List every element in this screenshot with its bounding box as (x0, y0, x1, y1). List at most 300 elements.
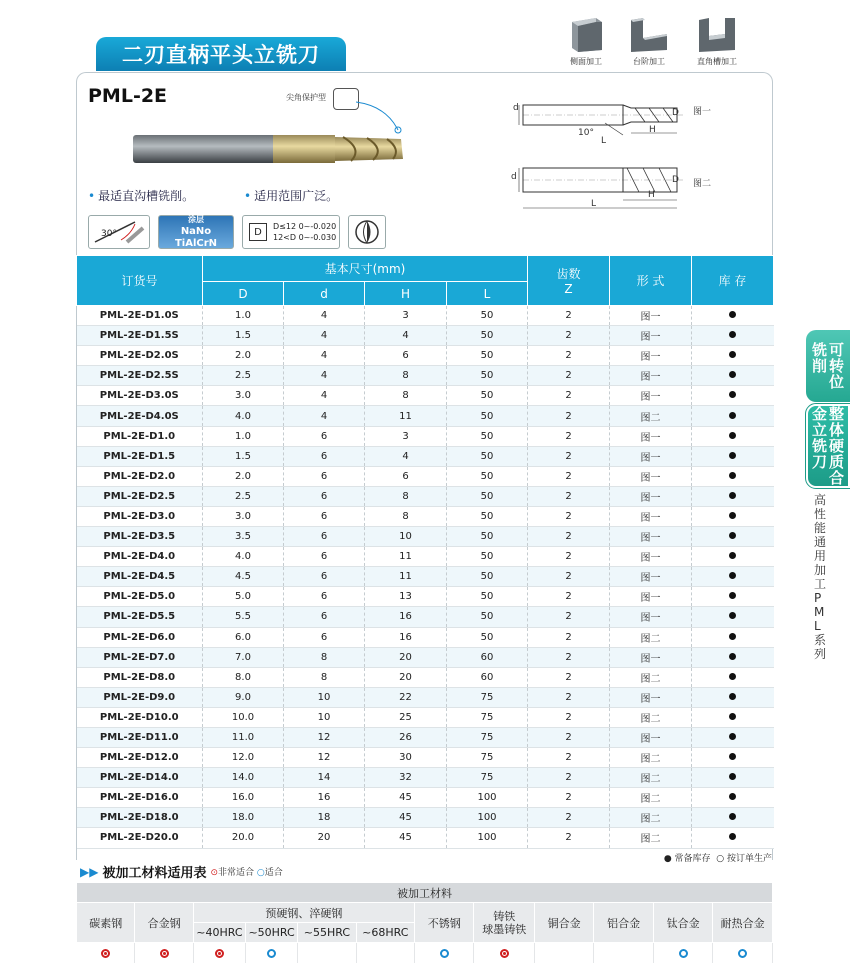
table-cell: 50 (447, 607, 528, 627)
table-cell: 3.0 (203, 386, 284, 406)
feature-item: • 适用范围广泛。 (244, 189, 339, 203)
table-row (77, 426, 774, 446)
table-cell: 2.5 (203, 366, 284, 386)
material-mark-cell (135, 943, 193, 963)
table-cell: 图一 (610, 466, 692, 486)
stock-cell (692, 406, 774, 426)
table-cell: 2.0 (203, 346, 284, 366)
process-slot-milling: 直角槽加工 (687, 16, 747, 67)
materials-table (76, 882, 773, 963)
table-cell: PML-2E-D3.5 (77, 527, 203, 547)
mat-col: 合金钢 (135, 903, 193, 943)
col-order-no: 订货号 (77, 256, 203, 306)
helix-angle-icon (91, 218, 147, 246)
mat-col: 不锈钢 (415, 903, 474, 943)
table-cell: 6 (284, 466, 365, 486)
table-cell: 2 (528, 587, 610, 607)
table-cell: 图一 (610, 506, 692, 526)
table-row (77, 627, 774, 647)
table-cell: 图一 (610, 386, 692, 406)
table-cell: 图一 (610, 426, 692, 446)
table-cell: 2 (528, 788, 610, 808)
table-cell: 100 (447, 788, 528, 808)
stock-cell (692, 527, 774, 547)
table-cell: 图二 (610, 768, 692, 788)
table-cell: PML-2E-D3.0 (77, 506, 203, 526)
table-cell: 2 (528, 707, 610, 727)
material-mark-cell (713, 943, 773, 963)
very-suitable-icon (101, 949, 110, 958)
table-cell: 8 (284, 667, 365, 687)
stock-dot-icon (729, 572, 736, 579)
table-cell: 6 (284, 446, 365, 466)
stock-cell (692, 748, 774, 768)
table-cell: 14.0 (203, 768, 284, 788)
table-row (77, 828, 774, 848)
table-cell: 50 (447, 627, 528, 647)
stock-cell (692, 667, 774, 687)
table-cell: PML-2E-D9.0 (77, 687, 203, 707)
coating-badge: 涂层 NaNo TiAlCrN (158, 215, 234, 249)
table-cell: 图一 (610, 306, 692, 326)
table-cell: 16.0 (203, 788, 284, 808)
stock-dot-icon (729, 693, 736, 700)
stock-dot-icon (729, 452, 736, 459)
table-cell: 图一 (610, 607, 692, 627)
table-cell: 2.5 (203, 486, 284, 506)
table-cell: 4.0 (203, 406, 284, 426)
material-mark-cell (77, 943, 135, 963)
table-row (77, 386, 774, 406)
stock-cell (692, 707, 774, 727)
stock-dot-icon (729, 472, 736, 479)
table-cell: 4 (284, 366, 365, 386)
spec-table (76, 255, 774, 849)
stock-legend: ● 常备库存 ○ 按订单生产 (663, 854, 772, 864)
table-cell: 4.0 (203, 547, 284, 567)
stock-dot-icon (729, 673, 736, 680)
stock-cell (692, 808, 774, 828)
table-cell: PML-2E-D1.5 (77, 446, 203, 466)
table-cell: 60 (447, 647, 528, 667)
table-cell: 图一 (610, 527, 692, 547)
page-title: 二刃直柄平头立铣刀 (96, 37, 346, 71)
tab-indexable-milling[interactable]: 铣削 可转位 (806, 330, 850, 402)
table-row (77, 748, 774, 768)
table-cell: 14 (284, 768, 365, 788)
suitable-icon (738, 949, 747, 958)
table-cell: PML-2E-D1.5S (77, 326, 203, 346)
table-cell: 6 (284, 587, 365, 607)
mat-col: 碳素钢 (77, 903, 135, 943)
table-row (77, 587, 774, 607)
table-row (77, 326, 774, 346)
table-cell: 图一 (610, 446, 692, 466)
table-cell: 6 (284, 486, 365, 506)
stock-dot-icon (729, 552, 736, 559)
double-arrow-icon: ▶▶ (80, 864, 99, 879)
table-cell: 45 (365, 788, 447, 808)
table-cell: 图一 (610, 587, 692, 607)
stock-dot-icon (729, 391, 736, 398)
stock-cell (692, 647, 774, 667)
table-row (77, 567, 774, 587)
stock-cell (692, 366, 774, 386)
stock-cell (692, 627, 774, 647)
table-cell: 8 (284, 647, 365, 667)
table-cell: PML-2E-D1.0 (77, 426, 203, 446)
mat-col: ~50HRC (246, 923, 298, 943)
table-cell: 图一 (610, 567, 692, 587)
stock-dot-icon (729, 813, 736, 820)
table-cell: PML-2E-D4.0 (77, 547, 203, 567)
very-suitable-icon (160, 949, 169, 958)
table-cell: PML-2E-D12.0 (77, 748, 203, 768)
table-row (77, 366, 774, 386)
materials-section-title: ▶▶ 被加工材料适用表 ⊙非常适合 ○适合 (80, 864, 283, 881)
table-row (77, 707, 774, 727)
table-cell: PML-2E-D20.0 (77, 828, 203, 848)
stock-cell (692, 587, 774, 607)
table-cell: 图二 (610, 627, 692, 647)
table-cell: 22 (365, 687, 447, 707)
table-cell: PML-2E-D14.0 (77, 768, 203, 788)
table-cell: 图二 (610, 707, 692, 727)
table-cell: PML-2E-D2.0 (77, 466, 203, 486)
table-cell: PML-2E-D1.0S (77, 306, 203, 326)
table-cell: 50 (447, 466, 528, 486)
mat-col: ~40HRC (193, 923, 245, 943)
table-cell: 11 (365, 567, 447, 587)
table-cell: 50 (447, 567, 528, 587)
feature-item: • 最适直沟槽铣削。 (88, 189, 195, 203)
stock-dot-icon (729, 371, 736, 378)
mat-col: 铜合金 (534, 903, 593, 943)
table-cell: 20 (365, 667, 447, 687)
table-cell: 13 (365, 587, 447, 607)
table-row (77, 466, 774, 486)
table-cell: 25 (365, 707, 447, 727)
table-cell: 75 (447, 707, 528, 727)
table-row (77, 306, 774, 326)
table-row (77, 788, 774, 808)
table-cell: 11.0 (203, 727, 284, 747)
table-cell: 50 (447, 306, 528, 326)
table-cell: 4.5 (203, 567, 284, 587)
slot-milling-icon (697, 16, 737, 54)
mat-col: 钛合金 (653, 903, 712, 943)
stock-cell (692, 326, 774, 346)
stock-dot-icon (729, 512, 736, 519)
table-cell: PML-2E-D6.0 (77, 627, 203, 647)
table-cell: 2 (528, 727, 610, 747)
table-cell: 3 (365, 426, 447, 446)
suitable-icon (267, 949, 276, 958)
table-cell: 50 (447, 446, 528, 466)
table-cell: 图一 (610, 687, 692, 707)
table-cell: 50 (447, 346, 528, 366)
table-cell: 2 (528, 748, 610, 768)
table-cell: 11 (365, 406, 447, 426)
table-cell: 2 (528, 326, 610, 346)
table-row (77, 687, 774, 707)
table-cell: PML-2E-D10.0 (77, 707, 203, 727)
stock-cell (692, 727, 774, 747)
stock-cell (692, 687, 774, 707)
stock-cell (692, 346, 774, 366)
table-cell: 50 (447, 527, 528, 547)
stock-cell (692, 788, 774, 808)
stock-cell (692, 386, 774, 406)
table-cell: 16 (284, 788, 365, 808)
col-D: D (203, 282, 284, 306)
table-row (77, 506, 774, 526)
table-cell: 2 (528, 386, 610, 406)
table-cell: PML-2E-D2.5 (77, 486, 203, 506)
table-cell: 2 (528, 506, 610, 526)
table-cell: 4 (365, 446, 447, 466)
table-cell: 16 (365, 627, 447, 647)
table-cell: 50 (447, 547, 528, 567)
table-row (77, 727, 774, 747)
stock-cell (692, 768, 774, 788)
table-cell: 图二 (610, 406, 692, 426)
table-cell: 100 (447, 828, 528, 848)
stock-dot-icon (729, 753, 736, 760)
helix-angle-badge: 30° (88, 215, 150, 249)
col-H: H (365, 282, 447, 306)
table-cell: 10 (284, 687, 365, 707)
table-cell: 2 (528, 527, 610, 547)
table-cell: 50 (447, 506, 528, 526)
table-cell: 50 (447, 406, 528, 426)
table-cell: PML-2E-D3.0S (77, 386, 203, 406)
stock-dot-icon (729, 653, 736, 660)
table-row (77, 446, 774, 466)
mat-col: ~55HRC (298, 923, 356, 943)
spec-badges (88, 215, 386, 249)
table-cell: 6 (284, 547, 365, 567)
table-cell: 图二 (610, 667, 692, 687)
table-cell: PML-2E-D2.0S (77, 346, 203, 366)
process-step-milling: 台阶加工 (619, 16, 679, 67)
table-cell: 50 (447, 326, 528, 346)
stock-cell (692, 567, 774, 587)
table-cell: PML-2E-D8.0 (77, 667, 203, 687)
end-mill-image (133, 133, 405, 165)
table-cell: PML-2E-D16.0 (77, 788, 203, 808)
table-cell: 图一 (610, 647, 692, 667)
table-cell: 3 (365, 306, 447, 326)
table-cell: 6 (365, 466, 447, 486)
table-cell: 2 (528, 366, 610, 386)
side-milling-icon (566, 16, 606, 54)
mat-col: 耐热合金 (713, 903, 773, 943)
table-cell: 4 (284, 406, 365, 426)
table-cell: 8 (365, 386, 447, 406)
material-mark-cell (246, 943, 298, 963)
table-cell: 图一 (610, 366, 692, 386)
suitable-icon (440, 949, 449, 958)
stock-cell (692, 306, 774, 326)
table-row (77, 346, 774, 366)
model-name: PML-2E (88, 85, 168, 107)
table-cell: 2 (528, 346, 610, 366)
table-cell: 4 (284, 306, 365, 326)
table-cell: 11 (365, 547, 447, 567)
table-cell: 2 (528, 627, 610, 647)
table-cell: 图一 (610, 547, 692, 567)
table-cell: 2 (528, 768, 610, 788)
stock-cell (692, 506, 774, 526)
table-cell: 50 (447, 386, 528, 406)
table-cell: 2 (528, 607, 610, 627)
table-cell: 2 (528, 486, 610, 506)
col-stock: 库 存 (692, 256, 774, 306)
col-d: d (284, 282, 365, 306)
materials-group-header: 被加工材料 (77, 883, 773, 903)
mat-col: 铸铁 球墨铸铁 (474, 903, 535, 943)
table-row (77, 808, 774, 828)
col-L: L (447, 282, 528, 306)
table-cell: 2 (528, 446, 610, 466)
table-cell: 2 (528, 828, 610, 848)
table-cell: 50 (447, 486, 528, 506)
table-cell: 32 (365, 768, 447, 788)
col-basic-dims: 基本尺寸(mm) (203, 256, 528, 282)
table-cell: 图一 (610, 326, 692, 346)
table-cell: 75 (447, 768, 528, 788)
table-cell: 12 (284, 748, 365, 768)
stock-dot-icon (729, 713, 736, 720)
table-cell: 6.0 (203, 627, 284, 647)
very-suitable-icon (215, 949, 224, 958)
stock-dot-icon (729, 833, 736, 840)
corner-protection-callout: 尖角保护型 (286, 93, 326, 102)
table-cell: 20 (365, 647, 447, 667)
material-mark-cell (415, 943, 474, 963)
callout-leader-line (356, 100, 404, 136)
table-cell: 12.0 (203, 748, 284, 768)
table-row (77, 527, 774, 547)
material-mark-cell (594, 943, 653, 963)
table-row (77, 547, 774, 567)
table-cell: 18 (284, 808, 365, 828)
drawing-fig2 (505, 160, 691, 212)
table-cell: 2.0 (203, 466, 284, 486)
stock-dot-icon (729, 733, 736, 740)
table-cell: 9.0 (203, 687, 284, 707)
table-cell: 图二 (610, 748, 692, 768)
table-row (77, 647, 774, 667)
fig1-label: 图一 (693, 107, 712, 117)
table-cell: 75 (447, 748, 528, 768)
table-cell: 10 (284, 707, 365, 727)
stock-dot-icon (729, 412, 736, 419)
stock-dot-icon (729, 492, 736, 499)
tolerance-badge: D D≤12 0~-0.020 12<D 0~-0.030 (242, 215, 340, 249)
table-row (77, 406, 774, 426)
process-side-milling: 侧面加工 (556, 16, 616, 67)
table-cell: 12 (284, 727, 365, 747)
drawing-fig1 (505, 95, 691, 145)
stock-cell (692, 828, 774, 848)
table-cell: 4 (284, 386, 365, 406)
table-cell: 1.5 (203, 446, 284, 466)
flute-badge (348, 215, 386, 249)
table-cell: 图二 (610, 808, 692, 828)
table-cell: 1.0 (203, 426, 284, 446)
table-cell: 50 (447, 587, 528, 607)
table-row (77, 486, 774, 506)
two-flute-icon (354, 219, 380, 245)
stock-dot-icon (729, 532, 736, 539)
mat-col: ~68HRC (356, 923, 414, 943)
very-suitable-icon (500, 949, 509, 958)
table-cell: 6 (284, 426, 365, 446)
table-cell: 6 (284, 627, 365, 647)
stock-cell (692, 466, 774, 486)
table-cell: 3.5 (203, 527, 284, 547)
material-mark-cell (298, 943, 356, 963)
table-cell: 图二 (610, 828, 692, 848)
table-cell: 2 (528, 426, 610, 446)
tab-solid-carbide-end-mill[interactable]: 金立铣刀 整体硬质合 (806, 404, 850, 488)
stock-cell (692, 486, 774, 506)
stock-cell (692, 446, 774, 466)
table-cell: PML-2E-D4.5 (77, 567, 203, 587)
table-cell: 6 (284, 607, 365, 627)
stock-dot-icon (729, 351, 736, 358)
table-cell: 10 (365, 527, 447, 547)
table-cell: 2 (528, 406, 610, 426)
mat-hardened-group: 预硬钢、淬硬钢 (193, 903, 414, 923)
table-cell: 50 (447, 426, 528, 446)
table-cell: 2 (528, 466, 610, 486)
table-cell: PML-2E-D11.0 (77, 727, 203, 747)
table-cell: 6 (284, 567, 365, 587)
table-cell: 100 (447, 808, 528, 828)
table-cell: PML-2E-D7.0 (77, 647, 203, 667)
table-cell: 2 (528, 667, 610, 687)
stock-dot-icon (729, 331, 736, 338)
table-cell: 8 (365, 486, 447, 506)
step-milling-icon (629, 16, 669, 54)
table-cell: PML-2E-D18.0 (77, 808, 203, 828)
table-cell: 75 (447, 687, 528, 707)
table-cell: 图一 (610, 346, 692, 366)
col-form: 形 式 (610, 256, 692, 306)
stock-cell (692, 547, 774, 567)
stock-dot-icon (729, 592, 736, 599)
table-cell: 图一 (610, 486, 692, 506)
stock-cell (692, 426, 774, 446)
diameter-icon: D (249, 223, 267, 241)
table-cell: PML-2E-D4.0S (77, 406, 203, 426)
table-cell: 30 (365, 748, 447, 768)
table-cell: 26 (365, 727, 447, 747)
table-cell: 8 (365, 366, 447, 386)
stock-dot-icon (729, 432, 736, 439)
table-cell: 1.5 (203, 326, 284, 346)
table-cell: 2 (528, 808, 610, 828)
table-cell: 8 (365, 506, 447, 526)
table-cell: 20.0 (203, 828, 284, 848)
table-cell: 2 (528, 647, 610, 667)
stock-dot-icon (729, 773, 736, 780)
table-cell: 60 (447, 667, 528, 687)
table-cell: PML-2E-D5.0 (77, 587, 203, 607)
